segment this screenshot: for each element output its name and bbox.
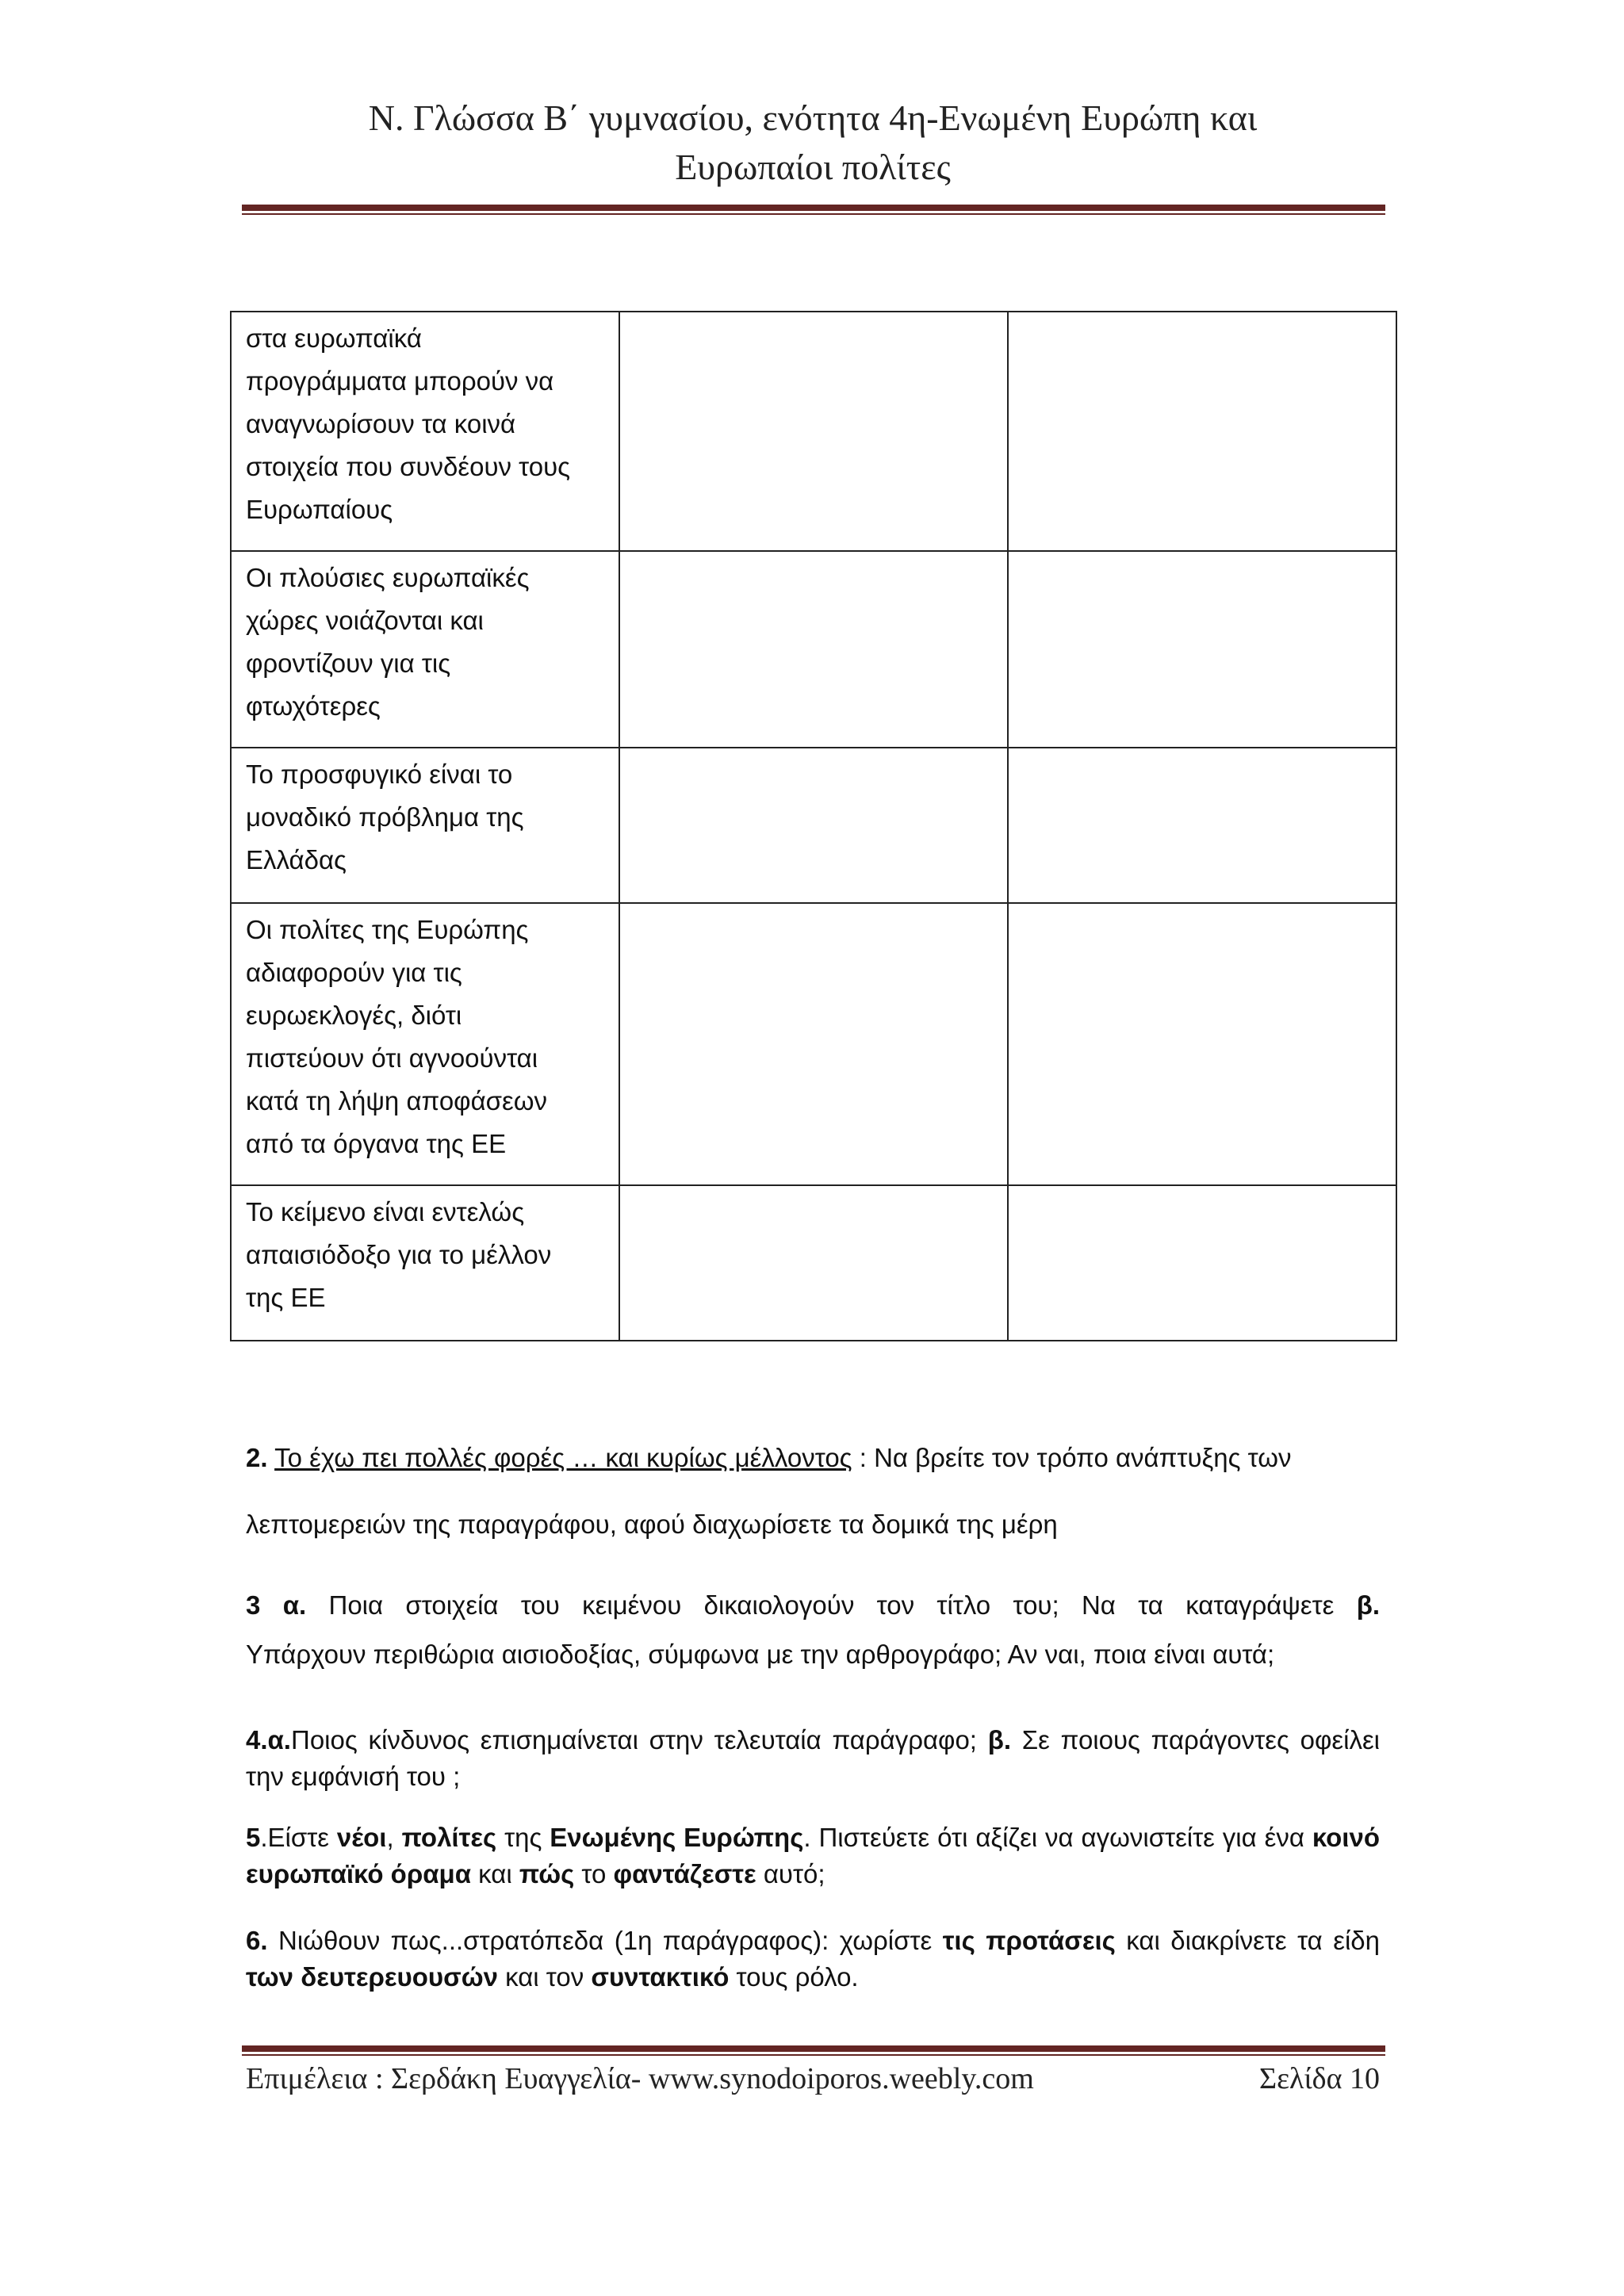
answer-cell[interactable]: [619, 312, 1008, 551]
statement-cell: [231, 748, 619, 903]
statement-line: από τα όργανα της ΕΕ: [246, 1129, 507, 1158]
table-row: [231, 312, 1396, 551]
statement-line: στα ευρωπαϊκά: [246, 323, 422, 353]
statement-line: Ευρωπαίους: [246, 495, 393, 524]
statement-cell: [231, 1185, 619, 1341]
page-header-title: [238, 94, 1388, 192]
statement-line: Οι πολίτες της Ευρώπης: [246, 915, 529, 944]
statement-line: προγράμματα μπορούν να: [246, 366, 554, 396]
statement-line: Το προσφυγικό είναι το: [246, 760, 513, 789]
question-3-text-b: Υπάρχουν περιθώρια αισιοδοξίας, σύμφωνα με την αρθρογράφο; Αν ναι, ποια είναι αυτά;: [246, 1640, 1275, 1669]
question-5-text: ,: [386, 1823, 402, 1852]
statement-cell: [231, 312, 619, 551]
statement-cell: [231, 903, 619, 1185]
question-5-text: της: [496, 1823, 550, 1852]
question-4-b-label: β.: [987, 1725, 1012, 1755]
statement-line: Το κείμενο είναι εντελώς: [246, 1197, 525, 1226]
statement-line: φροντίζουν για τις: [246, 649, 451, 678]
question-5-text: . Πιστεύετε ότι αξίζει να αγωνιστείτε για ένα: [803, 1823, 1312, 1852]
answer-cell[interactable]: [1008, 903, 1396, 1185]
table-row: [231, 1185, 1396, 1341]
answer-table: [230, 311, 1397, 1341]
question-5-emphasis: πολίτες: [401, 1823, 497, 1852]
page-number: Σελίδα 10: [1258, 2062, 1380, 2095]
table-row: [231, 748, 1396, 903]
answer-cell[interactable]: [1008, 1185, 1396, 1341]
question-4-text-b: Σε ποιους παράγοντες οφείλει την εμφάνισή του ;: [246, 1725, 1380, 1791]
statement-line: της ΕΕ: [246, 1283, 326, 1312]
question-6-emphasis: συντακτικό: [591, 1962, 730, 1992]
question-2: [246, 1437, 1380, 1546]
header-title-line-2: Ευρωπαίοι πολίτες: [675, 147, 951, 187]
question-4-text-a: Ποιος κίνδυνος επισημαίνεται στην τελευταία παράγραφο;: [290, 1725, 988, 1755]
statement-line: απαισιόδοξο για το μέλλον: [246, 1240, 552, 1269]
question-5-emphasis: κοινό ευρωπαϊκό όραμα: [246, 1823, 1380, 1888]
statement-line: πιστεύουν ότι αγνοούνται: [246, 1043, 538, 1073]
question-6-number: 6.: [246, 1926, 268, 1955]
statement-line: ευρωεκλογές, διότι: [246, 1001, 462, 1030]
statement-cell: [231, 551, 619, 748]
footer-credit: Επιμέλεια : Σερδάκη Ευαγγελία- www.synodoiporos.weebly.com: [246, 2062, 1034, 2095]
question-6-text: και τον: [497, 1962, 592, 1992]
question-5-text: .Είστε: [260, 1823, 337, 1852]
question-5: [246, 1820, 1380, 1892]
question-6-text: Νιώθουν πως...στρατόπεδα (1η παράγραφος): χωρίστε: [267, 1926, 943, 1955]
question-5-emphasis: φαντάζεστε: [613, 1859, 756, 1888]
table-row: [231, 903, 1396, 1185]
question-3-number: 3 α.: [246, 1590, 307, 1620]
answer-cell[interactable]: [619, 551, 1008, 748]
statement-line: Ελλάδας: [246, 845, 347, 874]
statement-line: αδιαφορούν για τις: [246, 958, 462, 987]
answer-cell[interactable]: [619, 1185, 1008, 1341]
question-3-text-a: Ποια στοιχεία του κειμένου δικαιολογούν τον τίτλο του; Να τα καταγράψετε: [306, 1590, 1357, 1620]
question-4: [246, 1722, 1380, 1795]
question-5-text: το: [574, 1859, 614, 1888]
question-5-number: 5: [246, 1823, 261, 1852]
question-6-emphasis: των δευτερευουσών: [246, 1962, 498, 1992]
footer-divider: [242, 2045, 1385, 2056]
question-6-text: και διακρίνετε τα είδη: [1115, 1926, 1380, 1955]
question-5-text: αυτό;: [756, 1859, 825, 1888]
header-title-line-1: Ν. Γλώσσα Β΄ γυμνασίου, ενότητα 4η-Ενωμένη Ευρώπη και: [368, 98, 1258, 138]
statement-line: χώρες νοιάζονται και: [246, 606, 484, 635]
question-4-number: 4.α.: [246, 1725, 291, 1755]
question-5-text: και: [471, 1859, 519, 1888]
question-6: [246, 1923, 1380, 1996]
answer-cell[interactable]: [619, 748, 1008, 903]
question-2-text-a: : Να βρείτε τον τρόπο ανάπτυξης των: [852, 1443, 1292, 1472]
question-2-text-b: λεπτομερειών της παραγράφου, αφού διαχωρίσετε τα δομικά της μέρη: [246, 1510, 1058, 1539]
question-6-emphasis: τις προτάσεις: [942, 1926, 1116, 1955]
question-3-b-label: β.: [1356, 1590, 1381, 1620]
statement-line: φτωχότερες: [246, 691, 381, 721]
question-5-emphasis: Ενωμένης Ευρώπης: [550, 1823, 804, 1852]
question-6-text: τους ρόλο.: [729, 1962, 859, 1992]
answer-cell[interactable]: [1008, 748, 1396, 903]
question-3: [246, 1582, 1380, 1678]
question-5-emphasis: νέοι: [336, 1823, 387, 1852]
question-2-reference: Το έχω πει πολλές φορές … και κυρίως μέλλοντος: [274, 1443, 852, 1472]
statement-line: Οι πλούσιες ευρωπαϊκές: [246, 563, 530, 592]
table-row: [231, 551, 1396, 748]
statement-line: μοναδικό πρόβλημα της: [246, 802, 524, 832]
statement-line: στοιχεία που συνδέουν τους: [246, 452, 571, 481]
question-2-number: 2.: [246, 1443, 268, 1472]
answer-cell[interactable]: [619, 903, 1008, 1185]
statement-line: κατά τη λήψη αποφάσεων: [246, 1086, 547, 1115]
question-5-emphasis: πώς: [519, 1859, 575, 1888]
answer-cell[interactable]: [1008, 551, 1396, 748]
header-divider: [242, 205, 1385, 215]
answer-cell[interactable]: [1008, 312, 1396, 551]
statement-line: αναγνωρίσουν τα κοινά: [246, 409, 516, 438]
